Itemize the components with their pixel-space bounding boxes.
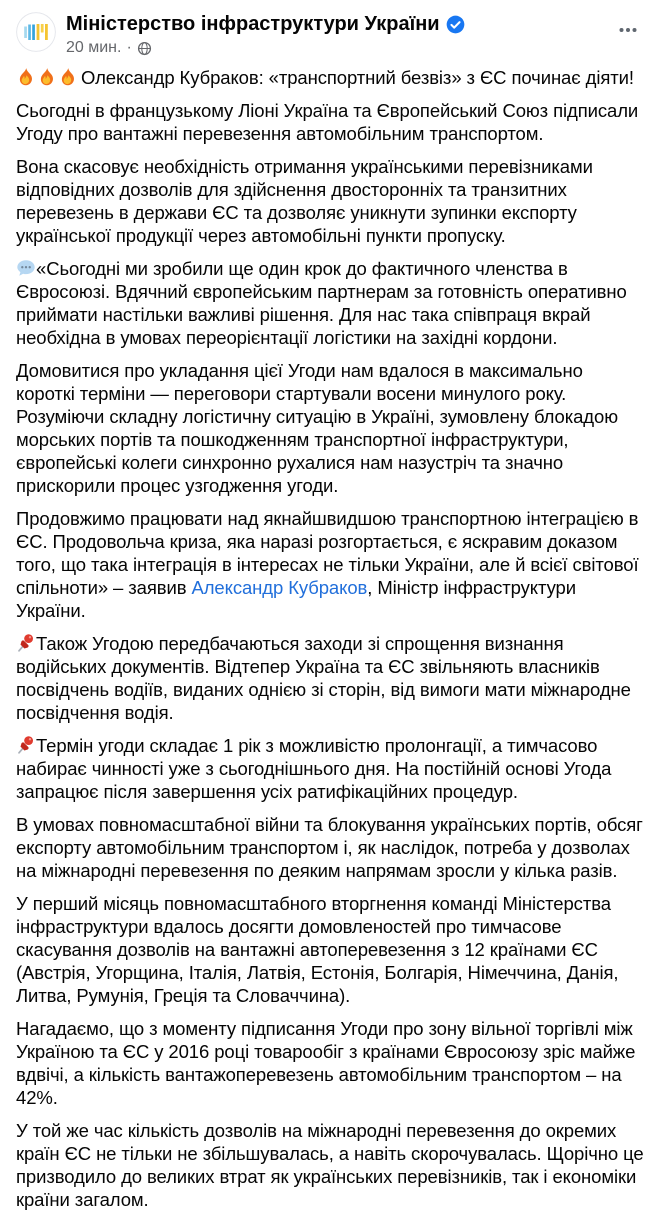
post-paragraph xyxy=(16,632,646,724)
paragraph-text: В умовах повномасштабної війни та блокування українських портів, обсяг експорту автомобільним транспортом і, як наслідок, потреба у дозволах на міжнародні перевезення по деяким напрямам зросли у кілька разів. xyxy=(16,814,643,881)
paragraph-text: , Міністр інфраструктури України. xyxy=(16,577,576,621)
fire-icon xyxy=(37,67,57,87)
post-content xyxy=(0,60,662,1225)
paragraph-text: У той же час кількість дозволів на міжнародні перевезення до окремих країн ЄС не тільки не збільшувалась, а навіть скорочувалась. Щорічно це призводило до великих втрат як українських перевізників, так і економіки країни загалом. xyxy=(16,1120,644,1210)
paragraph-text: Сьогодні в французькому Ліоні Україна та Європейський Союз підписали Угоду про вантажні перевезення автомобільним транспортом. xyxy=(16,100,639,144)
speech-balloon-icon xyxy=(16,258,36,278)
post-paragraph xyxy=(16,813,646,882)
page-avatar[interactable] xyxy=(16,12,56,52)
ministry-logo-icon xyxy=(16,12,56,52)
paragraph-text: Домовитися про укладання цієї Угоди нам вдалося в максимально короткі терміни — переговори стартували восени минулого року. Розуміючи складну логістичну ситуацію в Україні, зумовлену блокадою морських портів та пошкодженням транспортної інфраструктури, європейські колеги синхронно рухалися нам назустріч та значно прискорили процес узгодження угоди. xyxy=(16,360,618,496)
fire-icon xyxy=(58,67,78,87)
pushpin-icon xyxy=(16,735,36,755)
post-headline xyxy=(16,66,646,89)
paragraph-text: У перший місяць повномасштабного вторгнення команді Міністерства інфраструктури вдалось досягти домовленостей про тимчасове скасування дозволів на вантажні автоперевезення з 12 країнами ЄС (Австрія, Угорщина, Італія, Латвія, Естонія, Болгарія, Німеччина, Данія, Литва, Румунія, Греція та Словаччина). xyxy=(16,893,619,1006)
post-paragraph xyxy=(16,257,646,349)
more-options-button[interactable] xyxy=(610,12,646,48)
post-paragraph xyxy=(16,734,646,803)
paragraph-text: Продовжимо працювати над якнайшвидшою транспортною інтеграцією в ЄС. Продовольча криза, яка наразі розгортається, є яскравим доказом того, що така інтеграція в інтересах не тільки України, але й всієї світової спільноти» – заявив xyxy=(16,508,639,598)
verified-badge-icon xyxy=(446,15,465,34)
paragraph-text: Термін угоди складає 1 рік з можливістю пролонгації, а тимчасово набирає чинності уже з сьогоднішнього дня. На постійній основі Угода запрацює після завершення усіх ратифікаційних процедур. xyxy=(16,735,612,802)
page-name[interactable]: Міністерство інфраструктури України xyxy=(66,13,440,35)
paragraph-text: Вона скасовує необхідність отримання українськими перевізниками відповідних дозволів для здійснення двосторонніх та транзитних перевезень в держави ЄС та дозволяє уникнути зупинки експорту української продукції через автомобільні пункти пропуску. xyxy=(16,156,593,246)
globe-icon xyxy=(137,41,152,56)
post-meta xyxy=(66,38,610,58)
meta-separator: · xyxy=(126,39,132,56)
post-paragraph xyxy=(16,155,646,247)
paragraph-text: Також Угодою передбачаються заходи зі спрощення визнання водійських документів. Відтепер Україна та ЄС звільняють власників посвідчень водіїв, виданих однією зі сторін, від вимоги мати міжнародне посвідчення водія. xyxy=(16,633,631,723)
person-profile-link[interactable]: Александр Кубраков xyxy=(191,577,368,598)
pushpin-icon xyxy=(16,633,36,653)
headline-text: Олександр Кубраков: «транспортний безвіз» з ЄС починає діяти! xyxy=(81,67,634,88)
paragraph-text: Нагадаємо, що з моменту підписання Угоди про зону вільної торгівлі між Україною та ЄС у 2016 році товарообіг з країнами Євросоюзу зріс майже вдвічі, а кількість вантажоперевезень автомобільним транспортом – на 42%. xyxy=(16,1018,636,1108)
more-options-icon xyxy=(617,19,639,41)
header-text xyxy=(66,12,610,58)
post-header xyxy=(0,0,662,60)
post-paragraph xyxy=(16,507,646,622)
post-paragraph xyxy=(16,1017,646,1109)
fire-icon xyxy=(16,67,36,87)
name-row xyxy=(66,12,610,36)
post-paragraph xyxy=(16,892,646,1007)
post-timestamp[interactable]: 20 мин. xyxy=(66,39,122,56)
post-paragraph xyxy=(16,359,646,497)
paragraph-text: «Сьогодні ми зробили ще один крок до фактичного членства в Євросоюзі. Вдячний європейським партнерам за готовність оперативно приймати настільки важливі рішення. Для нас така співпраця вкрай необхідна в умовах переорієнтації логістики на західні кордони. xyxy=(16,258,627,348)
post-paragraph xyxy=(16,1119,646,1211)
post-paragraph xyxy=(16,99,646,145)
